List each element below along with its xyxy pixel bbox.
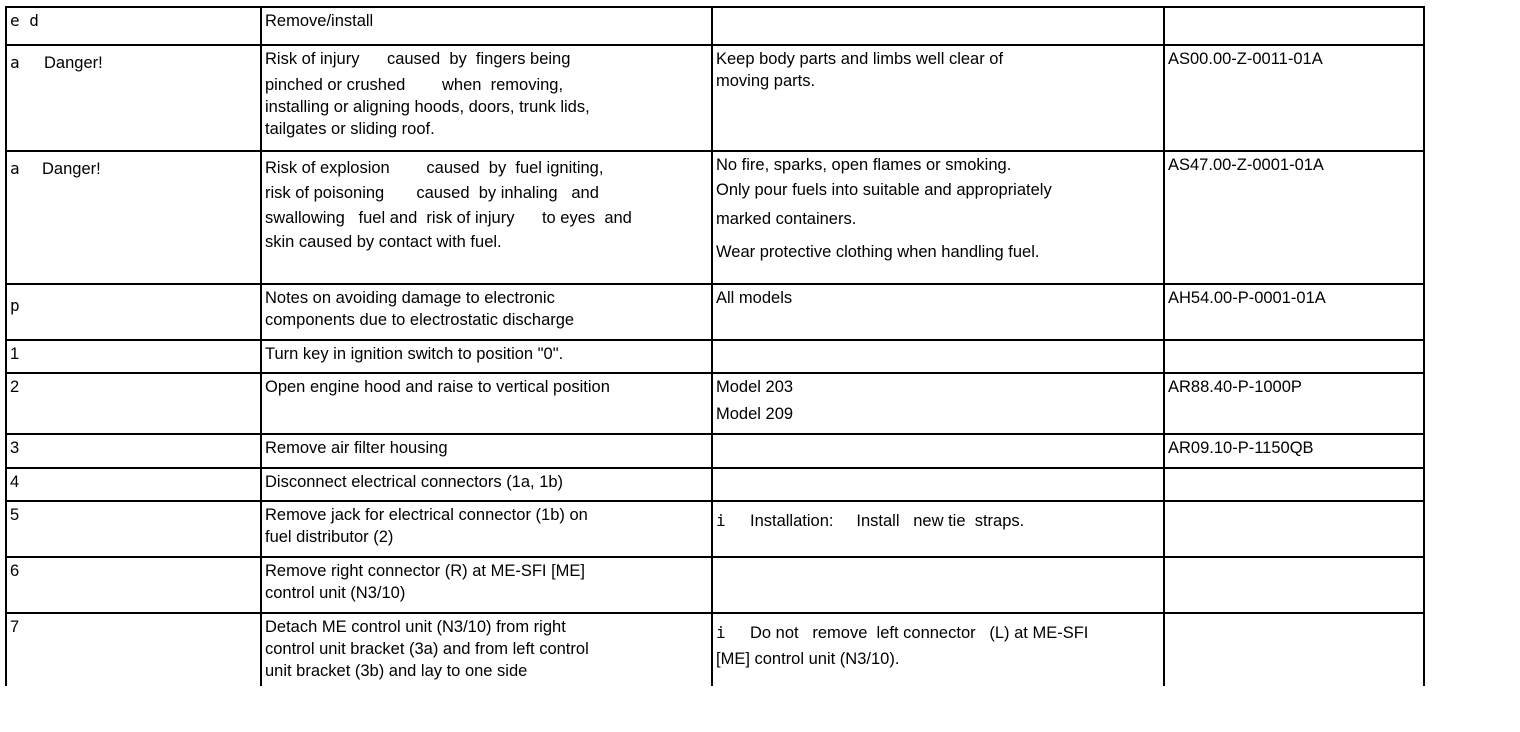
info-icon: i bbox=[716, 623, 726, 642]
step-ref-cell bbox=[1164, 340, 1424, 373]
note-symbol: p bbox=[10, 296, 20, 315]
procedure-sheet bbox=[5, 6, 1423, 696]
header-empty-cell bbox=[712, 7, 1164, 45]
step-row bbox=[6, 468, 1424, 501]
step-info-cell bbox=[712, 373, 1164, 434]
danger-ref-cell bbox=[1164, 151, 1424, 284]
danger-symbol: a bbox=[10, 53, 20, 72]
step-number: 4 bbox=[10, 473, 20, 491]
step-text-line: Remove right connector (R) at ME-SFI [ME] bbox=[265, 562, 586, 580]
step-text-line: Turn key in ignition switch to position "0". bbox=[265, 345, 564, 363]
measure-line: marked containers. bbox=[716, 210, 857, 228]
header-title: Remove/install bbox=[265, 12, 374, 30]
step-text-line: Detach ME control unit (N3/10) from right bbox=[265, 618, 566, 636]
step-number-cell bbox=[6, 434, 261, 468]
risk-line: Risk of injury caused by fingers being bbox=[265, 50, 571, 68]
danger-symbol: a bbox=[10, 159, 20, 178]
danger-ref: AS00.00-Z-0011-01A bbox=[1168, 50, 1323, 68]
measure-line: No fire, sparks, open flames or smoking. bbox=[716, 156, 1012, 174]
step-ref-cell bbox=[1164, 557, 1424, 613]
danger-risk-cell bbox=[261, 151, 712, 284]
step-text-line: fuel distributor (2) bbox=[265, 528, 394, 546]
header-symbols: e d bbox=[10, 11, 39, 30]
risk-line: swallowing fuel and risk of injury to eyes and bbox=[265, 209, 632, 227]
step-text-line: control unit (N3/10) bbox=[265, 584, 406, 602]
danger-ref: AS47.00-Z-0001-01A bbox=[1168, 156, 1324, 174]
step-text-cell bbox=[261, 434, 712, 468]
step-row bbox=[6, 613, 1424, 695]
step-info-cell bbox=[712, 468, 1164, 501]
step-text-line: control unit bracket (3a) and from left control bbox=[265, 640, 589, 658]
page-bottom-edge bbox=[0, 686, 1430, 732]
info-icon: i bbox=[716, 511, 726, 530]
procedure-table bbox=[5, 6, 1425, 696]
step-info-cell bbox=[712, 340, 1164, 373]
measure-line: Keep body parts and limbs well clear of bbox=[716, 50, 1004, 68]
step-number-cell bbox=[6, 340, 261, 373]
danger-measure-cell bbox=[712, 45, 1164, 151]
step-text-line: unit bracket (3b) and lay to one side bbox=[265, 662, 528, 680]
step-text-line: Remove air filter housing bbox=[265, 439, 448, 457]
step-text-line: Open engine hood and raise to vertical position bbox=[265, 378, 610, 396]
info-text: Do not remove left connector (L) at ME-SFI bbox=[750, 624, 1089, 642]
header-row bbox=[6, 7, 1424, 45]
step-number-cell bbox=[6, 373, 261, 434]
step-ref: AR09.10-P-1150QB bbox=[1168, 439, 1314, 457]
step-text-line: Disconnect electrical connectors (1a, 1b) bbox=[265, 473, 564, 491]
step-info-cell bbox=[712, 613, 1164, 695]
measure-line: Wear protective clothing when handling fuel. bbox=[716, 243, 1040, 261]
model-line: Model 203 bbox=[716, 378, 794, 396]
step-row bbox=[6, 340, 1424, 373]
step-ref: AR88.40-P-1000P bbox=[1168, 378, 1302, 396]
step-number: 1 bbox=[10, 345, 20, 363]
danger-label: Danger! bbox=[42, 160, 101, 178]
info-text: Installation: Install new tie straps. bbox=[750, 512, 1025, 530]
risk-line: installing or aligning hoods, doors, trunk lids, bbox=[265, 98, 590, 116]
risk-line: tailgates or sliding roof. bbox=[265, 120, 435, 138]
danger-label-cell bbox=[6, 45, 261, 151]
step-info-cell bbox=[712, 501, 1164, 557]
step-info-cell bbox=[712, 434, 1164, 468]
note-line: Notes on avoiding damage to electronic bbox=[265, 289, 555, 307]
step-text-cell bbox=[261, 501, 712, 557]
note-row bbox=[6, 284, 1424, 340]
step-row bbox=[6, 501, 1424, 557]
step-row bbox=[6, 557, 1424, 613]
step-number: 5 bbox=[10, 506, 20, 524]
danger-ref-cell bbox=[1164, 45, 1424, 151]
step-ref-cell bbox=[1164, 434, 1424, 468]
step-number: 3 bbox=[10, 439, 20, 457]
step-info-cell bbox=[712, 557, 1164, 613]
step-text-cell bbox=[261, 557, 712, 613]
step-number: 2 bbox=[10, 378, 20, 396]
risk-line: pinched or crushed when removing, bbox=[265, 76, 564, 94]
step-text-line: Remove jack for electrical connector (1b) on bbox=[265, 506, 588, 524]
step-number-cell bbox=[6, 557, 261, 613]
step-row bbox=[6, 434, 1424, 468]
info-text: [ME] control unit (N3/10). bbox=[716, 650, 900, 668]
danger-row bbox=[6, 45, 1424, 151]
danger-measure-cell bbox=[712, 151, 1164, 284]
measure-line: Only pour fuels into suitable and appropriately bbox=[716, 181, 1052, 199]
risk-line: skin caused by contact with fuel. bbox=[265, 233, 502, 251]
risk-line: risk of poisoning caused by inhaling and bbox=[265, 184, 599, 202]
note-symbol-cell bbox=[6, 284, 261, 340]
note-line: components due to electrostatic discharge bbox=[265, 311, 575, 329]
step-ref-cell bbox=[1164, 613, 1424, 695]
step-ref-cell bbox=[1164, 468, 1424, 501]
note-ref-cell bbox=[1164, 284, 1424, 340]
step-number: 7 bbox=[10, 618, 20, 636]
danger-label: Danger! bbox=[44, 54, 103, 72]
header-symbols-cell bbox=[6, 7, 261, 45]
step-text-cell bbox=[261, 373, 712, 434]
note-text-cell bbox=[261, 284, 712, 340]
measure-line: moving parts. bbox=[716, 72, 816, 90]
risk-line: Risk of explosion caused by fuel igniting, bbox=[265, 159, 604, 177]
step-number-cell bbox=[6, 501, 261, 557]
note-applies: All models bbox=[716, 289, 793, 307]
step-text-cell bbox=[261, 340, 712, 373]
step-number-cell bbox=[6, 468, 261, 501]
step-ref-cell bbox=[1164, 373, 1424, 434]
step-text-cell bbox=[261, 613, 712, 695]
info-line bbox=[716, 622, 1160, 644]
note-applies-cell bbox=[712, 284, 1164, 340]
note-ref: AH54.00-P-0001-01A bbox=[1168, 289, 1326, 307]
step-number: 6 bbox=[10, 562, 20, 580]
danger-risk-cell bbox=[261, 45, 712, 151]
header-title-cell bbox=[261, 7, 712, 45]
model-line: Model 209 bbox=[716, 405, 794, 423]
step-ref-cell bbox=[1164, 501, 1424, 557]
header-empty-ref-cell bbox=[1164, 7, 1424, 45]
danger-row bbox=[6, 151, 1424, 284]
step-text-cell bbox=[261, 468, 712, 501]
step-row bbox=[6, 373, 1424, 434]
danger-label-cell bbox=[6, 151, 261, 284]
step-number-cell bbox=[6, 613, 261, 695]
